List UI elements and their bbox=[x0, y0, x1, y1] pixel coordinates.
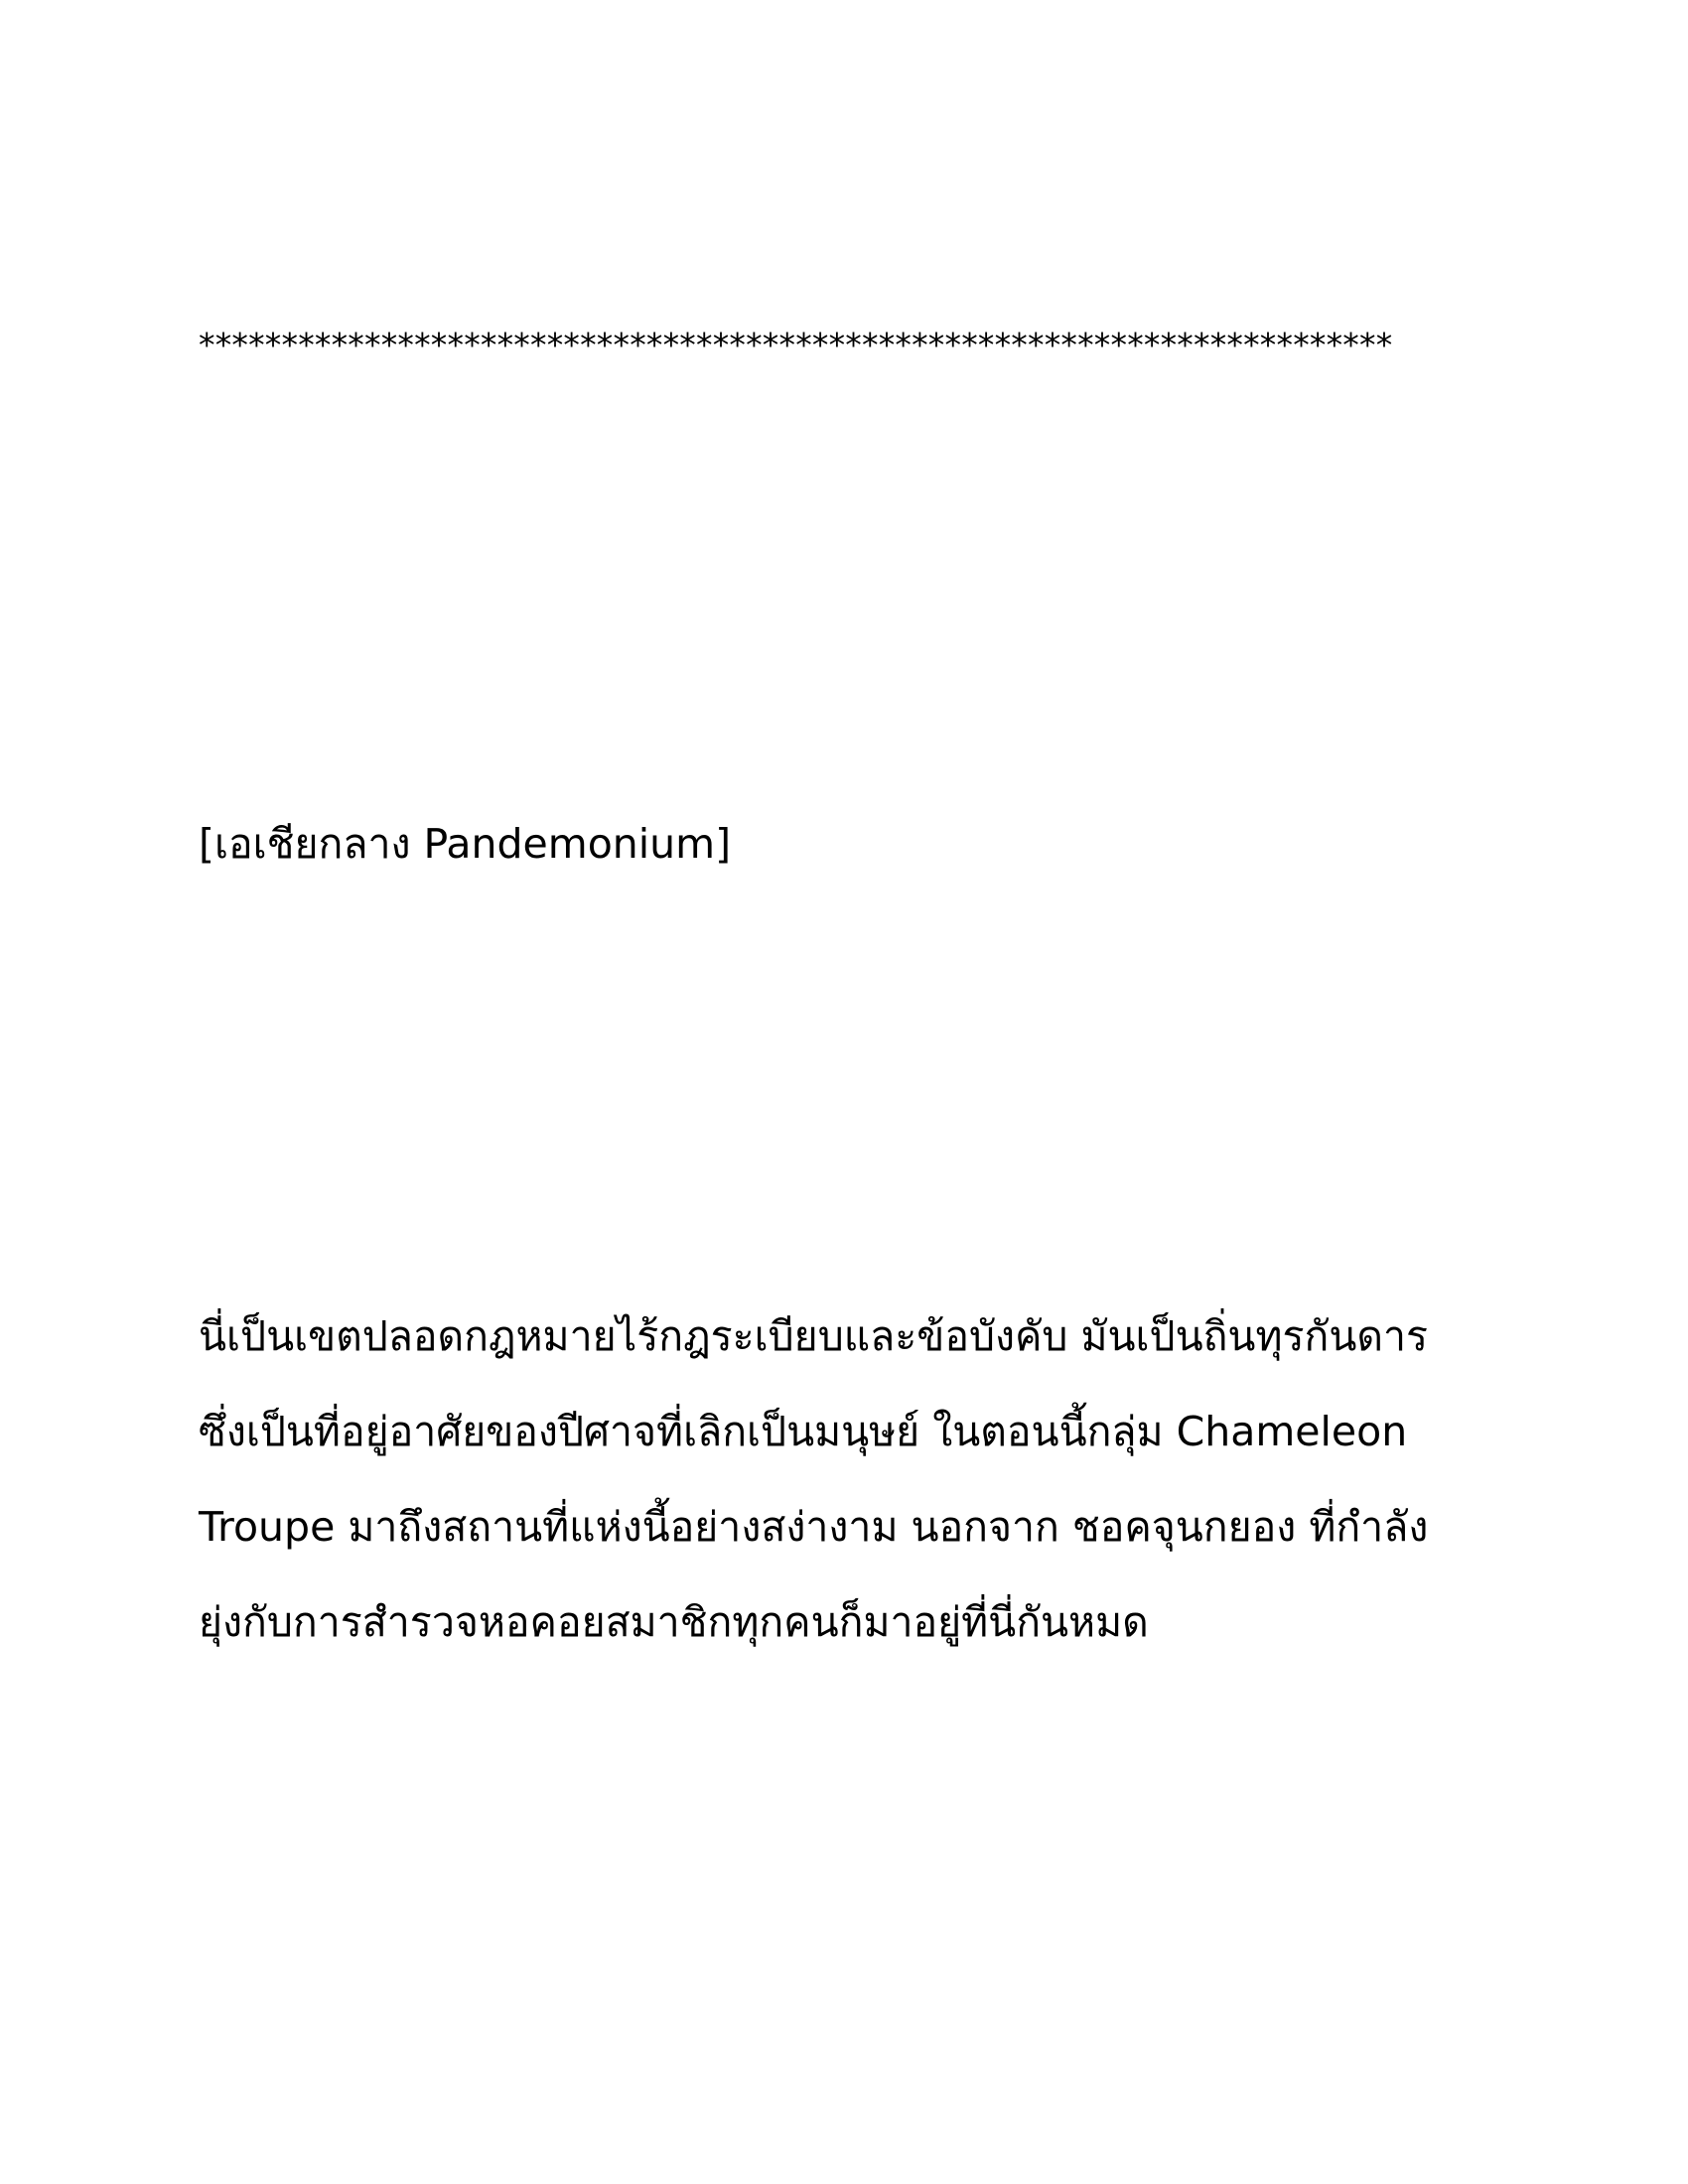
paragraph-line: ซึ่งเป็นที่อยู่อาศัยของปีศาจที่เลิกเป็นมนุษย์ ในตอนนี้กลุ่ม Chameleon bbox=[199, 1408, 1408, 1455]
paragraph-line: ยุ่งกับการสำรวจหอคอยสมาชิกทุกคนก็มาอยู่ที่นี่กันหมด bbox=[199, 1598, 1149, 1646]
paragraph-line: นี่เป็นเขตปลอดกฎหมายไร้กฎระเบียบและข้อบังคับ มันเป็นถิ่นทุรกันดาร bbox=[199, 1312, 1429, 1360]
location-heading: [เอเชียกลาง Pandemonium] bbox=[199, 820, 732, 868]
asterisk-separator: ************************************************************************ bbox=[199, 326, 1393, 364]
body-paragraph bbox=[199, 1289, 1509, 1670]
paragraph-line: Troupe มาถึงสถานที่แห่งนี้อย่างสง่างาม นอกจาก ชอคจุนกยอง ที่กำลัง bbox=[199, 1503, 1429, 1551]
